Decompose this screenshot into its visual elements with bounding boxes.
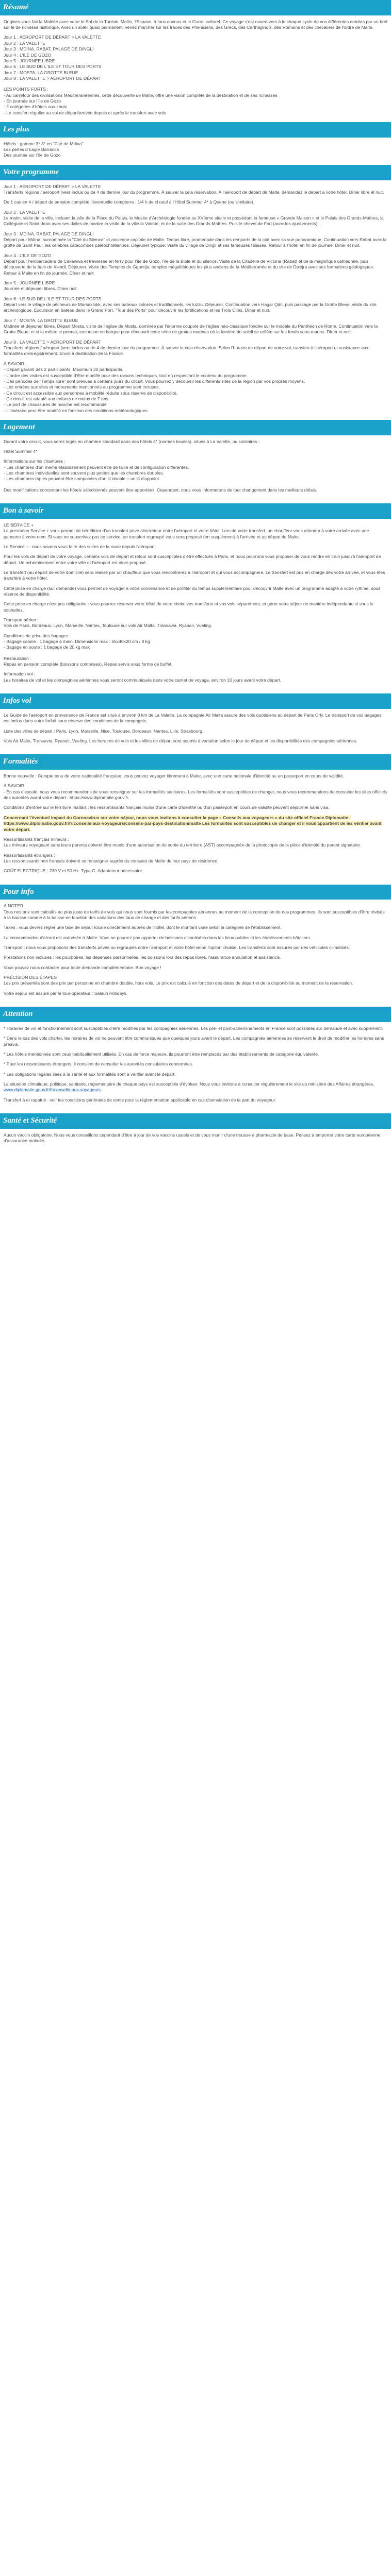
infos-para: Le Guide de l'aéroport en provenance de France est situé à environ 8 km de La Valette. La compagnie Air Malta assure des vols quotidiens au départ de Paris Orly. Le transport de vos bagages est inclus dans votre forfait sous réserve des conditions de la compagnie. [4, 712, 382, 724]
point-item: - Au carrefour des civilisations Méditerranéennes, cette découverte de Malte, offre une vision complète de la destination et de ses richesses [4, 92, 278, 98]
rest-title: Restauration : [4, 655, 31, 661]
resume-day: Jour 3 : MDINA, RABAT, PALAGE DE DINGLI [4, 46, 94, 52]
service-note: Le Service + : nous savons vous faire des suites de la route depuis l'aéroport. [4, 544, 156, 549]
logement-outro: Des modifications concernant les hôtels sélectionnés peuvent être apportées. Cependant, nous vous informerons de tout changement dans les meilleurs délais. [4, 487, 317, 493]
day-title: Jour 1 : AÉROPORT DE DÉPART > LA VALETTE [4, 183, 101, 189]
prix-para: Vous pouvez nous contacter pour toute demande complémentaire. Bon voyage ! [4, 964, 161, 970]
cond-title: Conditions de prise des bagages : [4, 633, 71, 638]
info-vol-text: Les horaires de vol et les compagnies aériennes vous seront communiqués dans votre carnet de voyage, environ 10 jours avant votre départ. [4, 677, 281, 683]
covid-notice [4, 815, 387, 833]
diplomatie-link[interactable]: www.diplomatie.gouv.fr/fr/conseils-aux-voyageurs [4, 1087, 101, 1093]
attention-para: * Pour les ressortissants étrangers, il convient de consulter les autorités consulaires concernées. [4, 1061, 193, 1067]
day-text: Le matin, visite de la ville, incluant la jolie de la Place du Palais, le Musée d'Archéologie fondée au XVIème siècle et possédant la fameuse « Grande Maison » et le Palais des Grands-Maîtres, la Collégiale et Saint-Jean avec ses dalles de marbre la visite de la ville la Valette, et de la suite des Grands-Maîtres. Puis le chevet de Fort (avec les ajustements). [4, 215, 384, 227]
avoir-item: - Les entrées aux sites et monuments mentionnés au programme sont incluses. [4, 384, 160, 390]
day-text: Transferts régions / aéroport (vers inclus ou de 4 de dernier jour du programme. À sauver la cela réservation. Selon l'horaire de départ de votre vol, transfert à l'aéroport et assistance aux formalités d'enregistrement. Envol à destination de la France. [4, 345, 369, 357]
resume-day: Jour 6 : LE SUD DE L'ILE ET TOUR DES PORTS [4, 64, 102, 70]
resume-day: Jour 5 : JOURNÉE LIBRE [4, 58, 55, 63]
avoir-item: - L'ordre des visites est susceptible d'être modifié pour des raisons techniques, tout en respectant le contenu du programme. [4, 372, 248, 378]
sante-para: Aucun vaccin obligatoire. Nous vous conseillons cependant d'être à jour de vos vaccins usuels et de vous munir d'une trousse à pharmacie de base. Pensez à emporter votre carte européenne d'assurance maladie. [4, 1132, 381, 1144]
attention-text: La situation climatique, politique, sanitaire, réglementaire de chaque pays est susceptible d'évoluer. Nous vous invitons à consulter régulièrement le site du ministère des Affaires étrangères. [4, 1081, 374, 1087]
avoir-item: - L'itinéraire peut être modifié en fonction des conditions météorologiques. [4, 408, 149, 413]
info-title: Informations sur les chambres : [4, 459, 66, 464]
formalites-section [0, 754, 391, 884]
day-title: Jour 5 : JOURNÉE LIBRE [4, 280, 55, 286]
resume-day: Jour 8 : LA VALETTE > AÉROPORT DE DÉPART [4, 75, 102, 81]
plus-section [0, 122, 391, 165]
resume-header: Résumé [0, 0, 391, 15]
attention-para: * Dans le cas des vols charter, les horaires de vol ne peuvent être communiqués que quelques jours avant le départ. Les compagnies aériennes se réservent le droit de modifier les horaires sans préavis. [4, 1036, 384, 1047]
sante-header: Santé et Sécurité [0, 1113, 391, 1129]
day-title: Jour 8 : LA VALETTE > AÉROPORT DE DÉPART [4, 339, 102, 345]
attention-para: * Les obligations légales liées à la santé et aux formalités sont à vérifier avant le départ. [4, 1071, 176, 1077]
avoir-item: - Le port de chaussures de marche est recommandé. [4, 402, 108, 408]
bonsavoir-para: Cette prise en charge n'est pas obligatoire : vous pourrez réserver votre hôtel de votre choix, vos transferts et vos vols séparément, et gérer votre séjour de manière indépendante si vous le souhaitez. [4, 601, 373, 613]
avoir-item: - Des périodes de "Temps libre" sont prévues à certains jours du circuit. Vous pourrez y découvrir les différents sites de la région par vos propres moyens. [4, 378, 305, 384]
point-item: - Le transfert régulier au vol de départ/arrivée depuis et après le transfert avec vols [4, 110, 166, 115]
infos-section [0, 693, 391, 754]
info-item: - Les chambres triples peuvent être composées d'un lit double + un lit d'appoint. [4, 476, 160, 482]
resume-intro: Origines vous fait la Maltiée avec votre le Sol de la Tunisie, Maltis, l'Espace, à tous connus et le Gurrel culturel. Ce voyage s'est ouvert vers à le chaque cycle de vos différentes entrées par un bref sur le de richesse historique. Avec un soleil quasi permanent, venez marcher sur les traces des Phéniciens, des Grecs, des Carthaginois, des Romains et des chevaliers de l'ordre de Malte. [4, 19, 387, 30]
prec-text: Les prix présentés sont des prix par personne en chambre double, hors vols. Le prix est calculé en fonction des dates de départ et de la disponibilité au moment de la réservation. [4, 980, 353, 986]
prix-header: Pour info [0, 885, 391, 900]
resume-day: Jour 1 : AÉROPORT DE DÉPART > LA VALETTE [4, 35, 101, 40]
prix-para: Transport : nous vous proposons des transferts privés ou regroupés entre l'aéroport et votre hôtel selon l'option choisie. Les transferts sont assurés par des véhicules climatisés. [4, 945, 350, 951]
day-text: Matinée et déjeuner libres. Départ Mosta, visite de l'église de Mosta, dominée par l'énorme coupole de l'église néo-classique fondée sur le modèle du Panthéon de Rome. Continuation vers la Grotte Bleue, et si la météo le permet, excursion en barque pour découvrir cette série de grottes marines où la lumière du soleil se reflète sur les fonds sous-marins. Dîner et nuit. [4, 324, 378, 335]
logement-section [0, 420, 391, 503]
cond-item: - Bagage cabine : 1 bagage à main. Dimensions max : 55x40x20 cm / 8 kg [4, 639, 150, 645]
formalites-avoir-title: À SAVOIR [4, 783, 24, 789]
transport-title: Transport aérien : [4, 617, 39, 623]
formalites-para: Bonne nouvelle : Compte tenu de votre nationalité française, vous pouvez voyager librement à Malte, avec une carte nationale d'identité ou un passeport en cours de validité. [4, 773, 344, 779]
service-text: La prestation Service + vous permet de bénéficier d'un transfert privé aller/retour entre l'aéroport et votre hôtel. Lors de votre transfert, un chauffeur vous attendra à votre arrivée avec une pancarte à votre nom. Si vous ne souscrivez pas ce service, un transfert regroupé vous sera proposé (en supplément) à l'arrivée et au départ de Malte. [4, 528, 369, 539]
resume-day: Jour 2 : LA VALETTE [4, 40, 46, 46]
prix-para: Prestations non incluses : les pourboires, les dépenses personnelles, les boissons lors des repas libres, l'assurance annulation et assistance. [4, 955, 281, 960]
formalites-header: Formalités [0, 754, 391, 770]
prix-para: Tous nos prix sont calculés au plus juste de tarifs de vols qui nous sont fournis par les compagnies aériennes au moment de la conception de nos programmes. Ils sont susceptibles d'être révisés à la hausse comme à la baisse en fonction des variations des taux de change et des tarifs aériens. [4, 909, 385, 921]
resume-section [0, 0, 391, 122]
infos-header: Infos vol [0, 693, 391, 709]
bonsavoir-para: Le transfert (au départ de votre domicile) sera réalisé par un chauffeur que vous rencontrerez à l'aéroport et qui vous accompagnera. Le transfert est pris en charge dès votre arrivée, et vous êtes transféré à votre hôtel. [4, 569, 385, 581]
points-title: LES POINTS FORTS : [4, 87, 48, 92]
rest-text: Repas en pension complète (boissons comprises). Repas servis sous forme de buffet. [4, 662, 173, 667]
cond-item: - Bagage en soute : 1 bagage de 20 kg max [4, 645, 90, 650]
prix-section [0, 885, 391, 1007]
info-item: - Les chambres d'un même établissement peuvent être de taille et de configuration différentes. [4, 464, 189, 470]
prix-para: Taxes : vous devrez régler une taxe de séjour locale directement auprès de l'hôtel, dont le montant varie selon la catégorie de l'établissement. [4, 925, 282, 930]
ress-etr-text: Les ressortissants non français doivent se renseigner auprès du consulat de Malte de leur pays de résidence. [4, 858, 219, 863]
resume-days [4, 35, 387, 81]
ress-etr-title: Ressortissants étrangers : [4, 852, 55, 858]
bonsavoir-section [0, 503, 391, 693]
day-title: Jour 2 : LA VALETTE [4, 209, 46, 215]
day-text: Du 1 cas en 4 / départ de pension complète l'éventuelle compterra : 1/4 h de cl oeuf à l'Hôtel Summer 4* à Quene (ou similaire). [4, 199, 255, 205]
day-title: Jour 6 : LE SUD DE L'ILE ET TOUR DES PORTS [4, 296, 102, 301]
attention-para: * Horaires de vol et fonctionnement sont susceptibles d'être modifiés par les compagnies aériennes. Les pré- et post-acheminements en France sont possibles sur demande et avec supplément. [4, 1025, 383, 1031]
logement-header: Logement [0, 420, 391, 435]
day-title: Jour 4 : L'ILE DE GOZO [4, 252, 52, 258]
infos-para: Liste des villes de départ : Paris, Lyon, Marseille, Nice, Toulouse, Bordeaux, Nantes, Lille, Strasbourg. [4, 728, 204, 734]
day-title: Jour 7 : MOSTA, LA GROTTE BLEUE [4, 317, 78, 323]
covid-link[interactable]: https://www.diplomatie.gouv.fr/fr/conseils-aux-voyageurs/conseils-par-pays-destination/malte [4, 821, 201, 826]
day-text: Journée et déjeuner libres. Dîner nuit. [4, 286, 78, 292]
prix-avoir-title: À NOTER [4, 903, 24, 909]
formalites-avoir: - En cas d'escale, nous vous recommandons de vous renseigner sur les formalités sanitaires. Les formalités sont susceptibles de changer, nous vous recommandons de consulter les sites officiels des autorités avant votre départ : https://www.diplomatie.gouv.fr. [4, 789, 387, 801]
programme-section [0, 165, 391, 420]
ress-text: Les mineurs voyageant sans leurs parents doivent être munis d'une autorisation de sortie du territoire (AST) accompagnée de la photocopie de la pièce d'identité du parent signataire. [4, 842, 362, 848]
resume-day: Jour 7 : MOSTA, LA GROTTE BLEUE [4, 70, 78, 75]
plus-header: Les plus [0, 122, 391, 138]
hotel-name: Hôtel Summer 4* [4, 449, 38, 454]
plus-item: Les perles d'Eagle Barracca [4, 147, 59, 152]
ress-title: Ressortissants français mineurs : [4, 836, 69, 842]
point-item: - En journée sur l'île de Gozo [4, 98, 61, 104]
sante-section [0, 1113, 391, 1154]
prec-title: PRÉCISION DES ÉTAPES [4, 975, 57, 980]
day-text: Départ pour Mdina, surnommée la "Cité du Silence" et ancienne capitale de Malte. Temps libre, promenade dans les remparts de la cité avec sa vue panoramique. Continuation vers Rabat avec la grotte de Saint Paul, les célèbres catacombes paléochrétiennes. Déjeuner typique. Visite du village de Dingli et ses fameuses falaises, Retour à l'hôtel en fin de journée. Dîner et nuit. [4, 236, 387, 248]
covid-text-2: Les formalités sont susceptibles de changer et il vous appartient de les vérifier avant votre départ. [4, 821, 382, 832]
plus-item: Des journée sur l'île de Gozo [4, 152, 61, 158]
day-text: Départ pour l'embarcadère de Cirkewwa et traversée en ferry pour l'île de Gozo, l'île de la Bible et du silence. Visite de la Citadelle de Victoria (Rabat) et de la magnifique cathédrale, puis découverte de la baie de Xlendi. Déjeuner. Visite des Temples de Ggantija, temples mégalithiques les plus anciens de la Méditerranée et du site de Dwejra avec ses formations géologiques. Retour à Malte en fin de journée. Dîner et nuit. [4, 259, 374, 276]
info-item: - Les chambres individuelles sont souvent plus petites que les chambres doubles. [4, 470, 164, 476]
avoir-item: - Ce circuit est accessible aux personnes à mobilité réduite sous réserve de disponibilité. [4, 390, 178, 396]
avoir-item: - Ce circuit est adapté aux enfants de moins de 7 ans. [4, 396, 110, 401]
attention-para [4, 1081, 387, 1093]
resume-day: Jour 4 : L'ILE DE GOZO [4, 52, 52, 58]
day-text: Départ vers le village de pêcheurs de Marsaxlokk, avec ses bateaux colorés et traditionnels, les luzzu. Déjeuner. Continuation vers Hagar Qim, puis passage par la Grotte Bleue, visite du site archéologique. Excursion en bateau dans le Grand Port, "Tour des Ports" pour découvrir les fortifications et les Trois Cités. Dîner et nuit. [4, 302, 377, 313]
day-text: Transferts régions / aéroport (vers inclus ou de 4 de dernier jour du programme. À sauver la cela réservation. À l'aéroport de départ de Malte, demandez le départ à votre hôtel. Dîner libre et nuit. [4, 189, 384, 195]
attention-header: Attention [0, 1007, 391, 1022]
service-title: LE SERVICE + [4, 522, 34, 528]
prix-para: La consommation d'alcool est autorisée à Malte. Vous ne pourrez pas apporter de boissons alcoolisées dans les lieux publics et les établissements hôteliers. [4, 935, 311, 940]
formalites-cond: Conditions d'entrée sur le territoire maltais : les ressortissants français munis d'une carte d'identité ou d'un passeport en cours de validité peuvent séjourner sans visa. [4, 805, 330, 810]
prix-last: Votre séjour est assuré par le tour-opérateur : Salaün Holidays. [4, 990, 128, 996]
covid-text: Concernant l'éventuel impact du Coronavirus sur votre séjour, nous vous invitons à consulter la page « Conseils aux voyageurs » du site officiel France Diplomatie : [4, 815, 351, 820]
infos-para: Vols Air Malta, Transavia, Ryanair, Vueling. Les horaires de vols et les villes de départ sont soumis à variation selon le jour de départ et les disponibilités des compagnies aériennes. [4, 738, 357, 743]
logement-intro: Durant votre circuit, vous serez logés en chambre standard dans des hôtels 4* (normes locales), situés à La Valette, ou similaires : [4, 438, 260, 444]
programme-header: Votre programme [0, 165, 391, 180]
attention-para: Transfert à et rapatrié : voir les conditions générales de vente pour la réglementation applicable en cas d'annulation de la part du voyageur. [4, 1097, 276, 1103]
avoir-item: - Départ garanti dès 2 participants. Maximum 30 participants. [4, 367, 124, 372]
electric-info: COÛT ÉLECTRIQUE : 230 V et 50 Hz. Type G. Adaptateur nécessaire. [4, 868, 143, 874]
bonsavoir-header: Bon à savoir [0, 503, 391, 519]
bonsavoir-para: Cette prise en charge (sur demande) vous permet de voyager à votre convenance et de profiter du temps supplémentaire pour découvrir Malte avec un programme adapté à votre rythme, sous réserve de disponibilité. [4, 585, 381, 597]
attention-para: * Les hôtels mentionnés sont ceux habituellement utilisés. En cas de force majeure, ils pourront être remplacés par des établissements de catégorie équivalente. [4, 1051, 319, 1057]
bonsavoir-para: Pour les vols de départ de votre voyage, certains vols de départ et retour sont susceptibles d'être effectués à Paris, et nous pourrons vous proposer de vous rendre en train jusqu'à l'aéroport de départ. Un acheminement entre votre ville et l'aéroport est alors proposé. [4, 554, 381, 565]
attention-section [0, 1007, 391, 1113]
day-title: Jour 3 : MDINA, RABAT, PALAGE DE DINGLI [4, 231, 94, 236]
transport-text: Vols de Paris, Bordeaux, Lyon, Marseille, Nantes, Toulouse sur vols Air Malta, Transavia, Ryanair, Vueling. [4, 623, 213, 629]
info-vol-title: Information vol : [4, 671, 36, 677]
plus-item: Hôtels : gamme 3* 3* en "Cité de Mdina" [4, 141, 84, 146]
avoir-title: À SAVOIR : [4, 361, 27, 366]
point-item: - 2 catégories d'hôtels aux choix [4, 104, 67, 110]
